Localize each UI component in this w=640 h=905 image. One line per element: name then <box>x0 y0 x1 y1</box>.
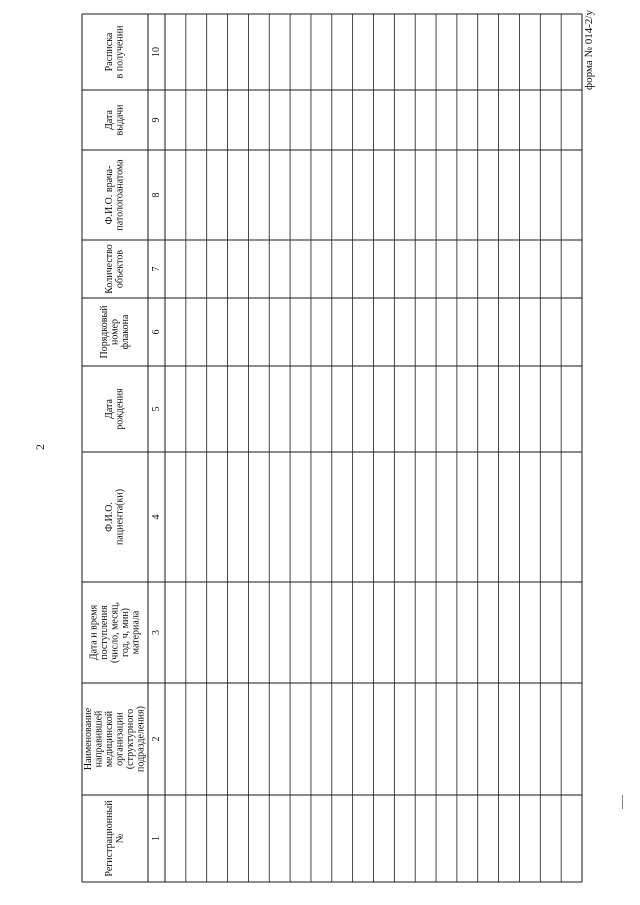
column-header-2-line: направившей <box>93 710 105 768</box>
column-number-1: 1 <box>150 836 162 841</box>
column-number-10: 10 <box>150 47 162 57</box>
column-number-8: 8 <box>150 192 162 198</box>
column-number-2: 2 <box>150 736 162 742</box>
column-header-2-line: Наименование <box>83 707 95 771</box>
column-number-4: 4 <box>150 514 162 520</box>
column-header-4-line: Ф.И.О. <box>104 502 116 532</box>
column-header-2-line: медицинской <box>104 710 116 768</box>
column-header-1-line: Регистрационный <box>104 800 116 877</box>
column-header-7-line: Количество <box>104 244 116 294</box>
column-header-3-line: (число, месяц, <box>109 601 121 664</box>
column-header-2-line: организации <box>114 712 126 766</box>
column-header-10-line: Расписка <box>104 32 116 72</box>
column-header-9-line: выдачи <box>114 104 126 136</box>
column-header-3-line: материала <box>130 610 142 655</box>
column-header-9-line: Дата <box>104 110 116 130</box>
column-header-1-line: № <box>114 833 126 844</box>
column-header-6-line: Порядковый <box>98 305 110 359</box>
column-header-7-line: объектов <box>114 249 126 289</box>
column-number-3: 3 <box>150 630 162 635</box>
column-header-4-line: пациента(ки) <box>114 488 126 546</box>
column-number-9: 9 <box>150 117 162 123</box>
column-header-2-line: подразделения) <box>135 706 147 772</box>
scan-mark <box>622 795 623 809</box>
column-header-8-line: патологоанатома <box>114 159 126 231</box>
column-number-7: 7 <box>150 266 162 272</box>
column-number-5: 5 <box>150 406 162 412</box>
column-header-6-line: номер <box>109 319 121 345</box>
form-label: форма № 014-2/у <box>583 10 595 90</box>
column-header-3-line: поступления <box>98 605 110 660</box>
column-header-8-line: Ф.И.О. врача- <box>104 165 116 225</box>
column-header-10-line: в получении <box>114 25 126 79</box>
column-header-5-line: рождения <box>114 388 126 430</box>
column-header-2-line: (структурного <box>125 708 137 770</box>
column-header-3-line: Дата и время <box>88 604 100 661</box>
page-number: 2 <box>33 444 47 450</box>
column-header-3-line: год, ч, мин) <box>119 607 131 658</box>
column-header-5-line: Дата <box>104 399 116 419</box>
column-number-6: 6 <box>150 329 162 335</box>
column-header-6-line: флакона <box>119 314 131 350</box>
